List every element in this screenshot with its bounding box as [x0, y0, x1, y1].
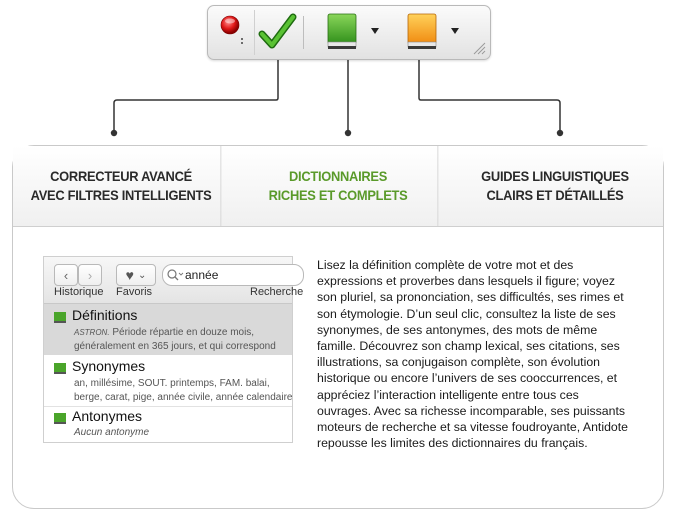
tab-guides[interactable]	[456, 146, 655, 226]
tab-dictionnaires-line1: DICTIONNAIRES	[289, 168, 388, 184]
forward-button[interactable]	[78, 264, 102, 286]
entry-text	[74, 377, 270, 391]
guides-button[interactable]	[403, 6, 463, 59]
record-button[interactable]	[214, 6, 250, 59]
back-button[interactable]	[54, 264, 78, 286]
chevron-down-icon: ⌄	[137, 269, 147, 281]
entry-title: Définitions	[72, 307, 138, 323]
favorites-button[interactable]	[116, 264, 156, 286]
orange-book-icon	[403, 6, 463, 59]
tab-correcteur-line2: AVEC FILTRES INTELLIGENTS	[30, 187, 212, 203]
entry-antonymes[interactable]	[44, 407, 292, 442]
entry-title: Antonymes	[72, 408, 143, 424]
entry-line: généralement en 365 jours, et qui correspond	[74, 341, 276, 352]
search-value: année	[185, 268, 219, 282]
tab-dictionnaires-line2: RICHES ET COMPLETS	[268, 187, 408, 203]
entry-text	[74, 326, 254, 340]
heart-icon: ♥	[125, 267, 134, 283]
tab-guides-line2: CLAIRS ET DÉTAILLÉS	[486, 187, 624, 203]
entry-synonymes[interactable]	[44, 356, 292, 407]
search-icon	[163, 267, 185, 283]
green-book-icon	[323, 6, 383, 59]
feature-description: Lisez la définition complète de votre mot et des expressions et proverbes dans lesquels il figure; voyez son pluriel, sa prononciation, ses difficultés, ses rimes et son étymologie. D’un seul clic, consultez la liste de ses synonymes, de ses antonymes, des mots de même famille. Découvrez son champ lexical, ses citations, ses illustrations, sa conjugaison complète, son évolution historique ou encore l’univers de ses cooccurrences, et appréciez l’interaction intelligente entre tous ces ouvrages. Avec sa richesse incomparable, ses puissants moteurs de recherche et sa vitesse foudroyante, Antidote repousse les limites des dictionnaires du français.	[317, 258, 629, 451]
entry-line: Aucun antonyme	[74, 427, 150, 438]
green-book-icon	[54, 312, 66, 323]
resize-grip-icon[interactable]	[472, 41, 486, 55]
dictionaries-button[interactable]	[323, 6, 383, 59]
favorites-label: Favoris	[116, 286, 153, 298]
dictionary-toolbar	[44, 257, 304, 304]
green-book-icon	[54, 363, 66, 374]
entry-text	[74, 391, 292, 405]
green-checkmark-icon	[256, 6, 300, 59]
red-circle-icon	[214, 6, 250, 59]
tab-correcteur[interactable]	[22, 146, 222, 226]
search-input[interactable]	[162, 264, 304, 286]
search-label: Recherche	[250, 286, 304, 298]
entry-line: an, millésime, SOUT. printemps, FAM. balai,	[74, 378, 270, 389]
chevron-left-icon: ‹	[63, 267, 69, 283]
antidote-toolbar	[207, 5, 491, 60]
feature-tabs	[13, 146, 663, 227]
entry-definitions[interactable]	[44, 304, 292, 355]
tab-correcteur-line1: CORRECTEUR AVANCÉ	[50, 168, 192, 184]
tab-guides-line1: GUIDES LINGUISTIQUES	[481, 168, 629, 184]
dictionary-window	[43, 256, 304, 443]
green-book-icon	[54, 413, 66, 424]
feature-panel	[12, 145, 664, 509]
corrector-button[interactable]	[256, 6, 300, 59]
entry-line: Période répartie en douze mois,	[109, 327, 255, 338]
tab-dictionnaires[interactable]	[239, 146, 439, 226]
entry-line: berge, carat, pige, année civile, année calendaire	[74, 392, 293, 403]
chevron-right-icon: ›	[87, 267, 93, 283]
entry-text	[74, 426, 149, 440]
usage-tag: ASTRON.	[74, 328, 110, 337]
entry-title: Synonymes	[72, 358, 146, 374]
history-label: Historique	[54, 286, 104, 298]
entry-text	[74, 340, 276, 354]
